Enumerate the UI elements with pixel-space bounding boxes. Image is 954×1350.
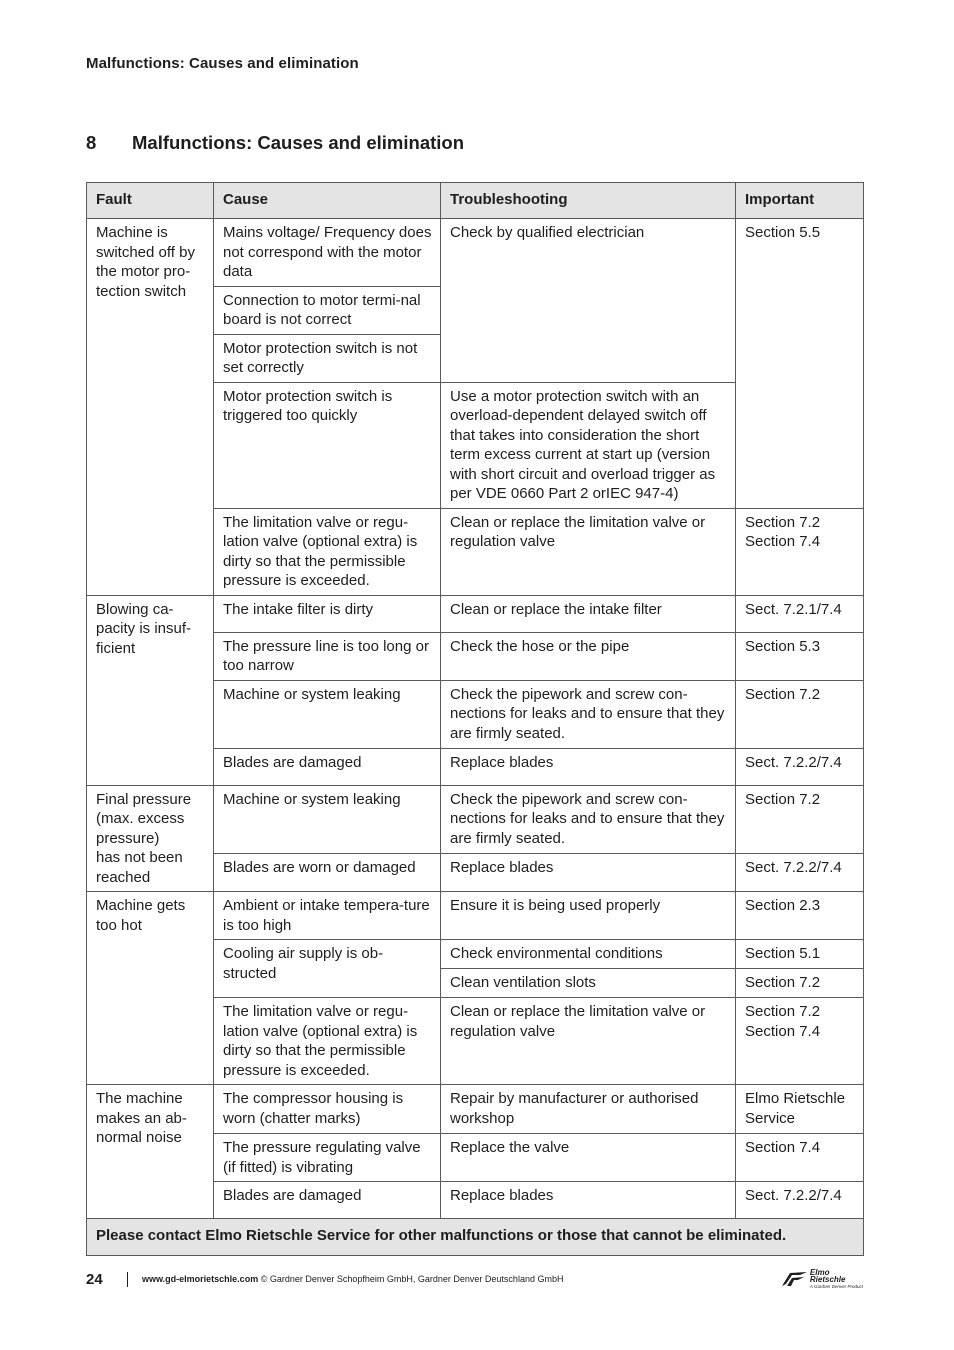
fault-cell: The machine makes an ab-normal noise	[87, 1085, 214, 1219]
cause-cell: Blades are worn or damaged	[214, 853, 441, 891]
elmo-rietschle-logo-mark-icon	[780, 1270, 808, 1288]
cause-cell: The pressure regulating valve (if fitted) is vibrating	[214, 1134, 441, 1182]
troubleshooting-cell: Replace blades	[441, 1182, 736, 1219]
troubleshooting-cell: Use a motor protection switch with an overload-dependent delayed switch off that takes into consideration the short term excess current at start up (version with short circuit and overload trigger as per VDE 0660 Part 2 orIEC 947-4)	[441, 382, 736, 508]
footer-text	[142, 1274, 563, 1284]
important-cell	[736, 998, 864, 1085]
cause-cell: Motor protection switch is not set correctly	[214, 334, 441, 382]
section-number: 8	[86, 132, 97, 153]
logo-line-1: Elmo	[809, 1267, 830, 1277]
important-cell: Section 7.2	[736, 785, 864, 853]
important-cell: Section 2.3	[736, 892, 864, 940]
logo-line-2: Rietschle	[809, 1275, 846, 1284]
troubleshooting-cell: Replace blades	[441, 748, 736, 785]
important-cell: Sect. 7.2.1/7.4	[736, 595, 864, 632]
cause-cell: The limitation valve or regu-lation valve (optional extra) is dirty so that the permissible pressure is exceeded.	[214, 998, 441, 1085]
important-cell: Elmo Rietschle Service	[736, 1085, 864, 1134]
troubleshooting-cell: Clean or replace the intake filter	[441, 595, 736, 632]
important-cell: Section 7.4	[736, 1134, 864, 1182]
fault-line: has not been reached	[96, 849, 183, 886]
table-row	[87, 1085, 864, 1134]
important-cell: Section 7.2	[736, 969, 864, 998]
troubleshooting-cell: Replace blades	[441, 853, 736, 891]
cause-cell: Mains voltage/ Frequency does not correspond with the motor data	[214, 219, 441, 287]
logo-tagline: A Gardner Denver Product	[809, 1283, 863, 1289]
header-cause: Cause	[214, 183, 441, 219]
troubleshooting-cell: Check the pipework and screw con-nections for leaks and to ensure that they are firmly seated.	[441, 785, 736, 853]
important-line: Section 7.2	[745, 513, 821, 531]
important-cell: Sect. 7.2.2/7.4	[736, 748, 864, 785]
malfunctions-table	[86, 182, 864, 1256]
footer-note-row	[87, 1219, 864, 1256]
cause-cell: Machine or system leaking	[214, 785, 441, 853]
cause-cell: The limitation valve or regu-lation valve (optional extra) is dirty so that the permissible pressure is exceeded.	[214, 508, 441, 595]
cause-cell: Motor protection switch is triggered too quickly	[214, 382, 441, 508]
fault-cell: Blowing ca-pacity is insuf-ficient	[87, 595, 214, 785]
cause-cell: The intake filter is dirty	[214, 595, 441, 632]
troubleshooting-cell: Clean or replace the limitation valve or regulation valve	[441, 508, 736, 595]
important-cell: Section 7.2	[736, 680, 864, 748]
page-footer	[86, 1268, 863, 1290]
cause-cell: The compressor housing is worn (chatter marks)	[214, 1085, 441, 1134]
page-number: 24	[86, 1270, 103, 1288]
fault-cell: Machine gets too hot	[87, 892, 214, 1085]
section-heading	[86, 132, 464, 154]
cause-cell: Cooling air supply is ob-structed	[214, 940, 441, 998]
header-fault: Fault	[87, 183, 214, 219]
table-row	[87, 595, 864, 632]
brand-logo	[780, 1266, 863, 1292]
fault-line: Final pressure (max. excess pressure)	[96, 790, 192, 847]
footer-note: Please contact Elmo Rietschle Service for other malfunctions or those that cannot be eliminated.	[87, 1219, 864, 1256]
cause-cell: Machine or system leaking	[214, 680, 441, 748]
table-row	[87, 219, 864, 287]
table-header-row	[87, 183, 864, 219]
troubleshooting-cell: Check the pipework and screw con-nections for leaks and to ensure that they are firmly seated.	[441, 680, 736, 748]
cause-cell: Blades are damaged	[214, 1182, 441, 1219]
section-title: Malfunctions: Causes and elimination	[132, 132, 465, 153]
troubleshooting-cell: Repair by manufacturer or authorised workshop	[441, 1085, 736, 1134]
troubleshooting-cell: Ensure it is being used properly	[441, 892, 736, 940]
troubleshooting-cell: Check by qualified electrician	[441, 219, 736, 383]
troubleshooting-cell: Check environmental conditions	[441, 940, 736, 969]
cause-cell: Connection to motor termi-nal board is not correct	[214, 286, 441, 334]
footer-divider	[127, 1272, 128, 1287]
important-cell: Sect. 7.2.2/7.4	[736, 1182, 864, 1219]
table-row	[87, 892, 864, 940]
important-line: Section 7.4	[745, 533, 821, 550]
fault-cell	[87, 785, 214, 892]
footer-website-link[interactable]: www.gd-elmorietschle.com	[142, 1274, 259, 1284]
troubleshooting-cell: Clean ventilation slots	[441, 969, 736, 998]
cause-cell: Ambient or intake tempera-ture is too high	[214, 892, 441, 940]
important-cell: Sect. 7.2.2/7.4	[736, 853, 864, 891]
important-line: Section 7.2	[745, 1003, 821, 1020]
fault-cell: Machine is switched off by the motor pro-tection switch	[87, 219, 214, 596]
troubleshooting-cell: Clean or replace the limitation valve or regulation valve	[441, 998, 736, 1085]
troubleshooting-cell: Replace the valve	[441, 1134, 736, 1182]
running-header: Malfunctions: Causes and elimination	[86, 55, 359, 72]
important-cell	[736, 508, 864, 595]
important-line: Section 7.4	[745, 1022, 821, 1040]
cause-cell: Blades are damaged	[214, 748, 441, 785]
cause-cell: The pressure line is too long or too narrow	[214, 632, 441, 680]
important-cell: Section 5.3	[736, 632, 864, 680]
troubleshooting-cell: Check the hose or the pipe	[441, 632, 736, 680]
footer-copyright: © Gardner Denver Schopfheim GmbH, Gardner Denver Deutschland GmbH	[258, 1274, 564, 1284]
header-troubleshooting: Troubleshooting	[441, 183, 736, 219]
table-row	[87, 785, 864, 853]
important-cell: Section 5.1	[736, 940, 864, 969]
important-cell: Section 5.5	[736, 219, 864, 509]
header-important: Important	[736, 183, 864, 219]
